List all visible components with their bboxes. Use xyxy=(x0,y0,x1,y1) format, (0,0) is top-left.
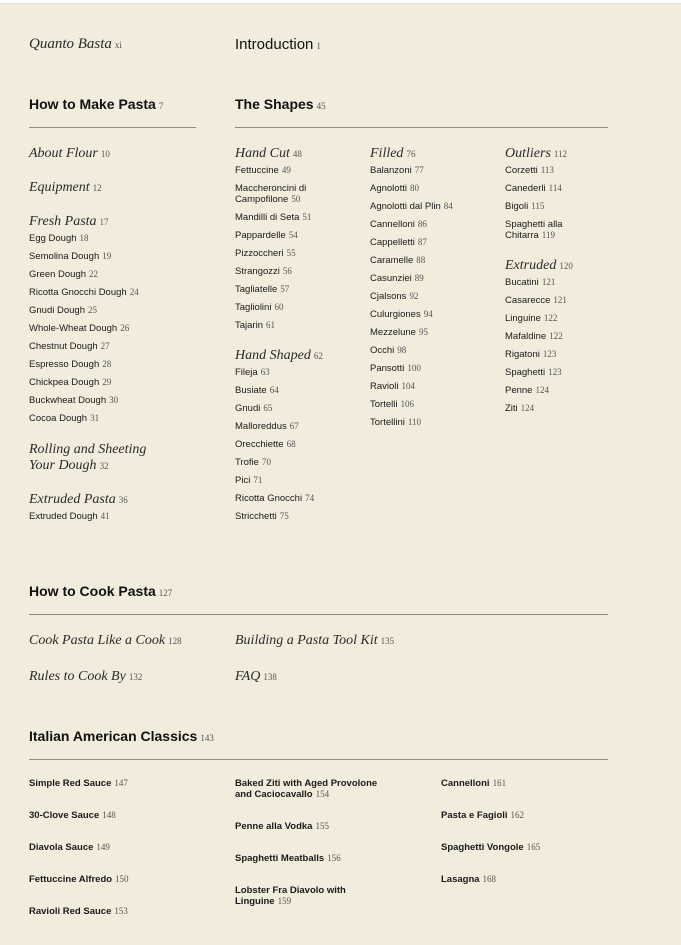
toc-item-trofie[interactable] xyxy=(235,457,365,468)
entry-page: 62 xyxy=(313,351,323,361)
toc-item-ricotta-gnocchi-dough[interactable] xyxy=(29,287,219,298)
toc-item-fettuccine-alfredo[interactable] xyxy=(29,874,219,885)
item-page: 94 xyxy=(423,309,433,319)
toc-item-lobster-fra-diavolo-with-linguine[interactable] xyxy=(235,885,435,907)
item-name: Pizzoccheri xyxy=(235,248,284,259)
toc-entry-outliers[interactable] xyxy=(505,146,610,162)
item-name: Fettuccine xyxy=(235,165,279,176)
toc-item-gnudi[interactable] xyxy=(235,403,365,414)
item-name: Tortellini xyxy=(370,417,405,428)
entry-page: xi xyxy=(114,40,122,50)
item-page: 61 xyxy=(266,320,275,330)
entry-title: Filled xyxy=(370,146,404,161)
heading-text: How to Make Pasta xyxy=(29,96,156,112)
entry-title: Rules to Cook By xyxy=(29,669,126,684)
hand-cut-list xyxy=(235,165,365,331)
item-page: 100 xyxy=(407,363,421,373)
classics-column-3 xyxy=(441,778,611,906)
item-page: 84 xyxy=(443,201,453,211)
toc-item-penne-alla-vodka[interactable] xyxy=(235,821,435,832)
item-name: Gnudi xyxy=(235,403,261,414)
item-name: Ricotta Gnocchi xyxy=(235,493,303,504)
item-name: Rigatoni xyxy=(505,349,540,360)
item-page: 154 xyxy=(315,789,330,799)
heading-page: 143 xyxy=(200,733,214,743)
item-page: 119 xyxy=(541,230,555,240)
item-page: 57 xyxy=(280,284,290,294)
entry-page: 138 xyxy=(263,672,277,682)
item-page: 75 xyxy=(279,511,289,521)
item-name: Linguine xyxy=(505,313,541,324)
heading-text: How to Cook Pasta xyxy=(29,583,156,599)
item-page: 156 xyxy=(327,853,341,863)
toc-entry-hand-cut[interactable] xyxy=(235,146,365,162)
toc-item-30-clove-sauce[interactable] xyxy=(29,810,219,821)
item-page: 80 xyxy=(409,183,419,193)
item-name: Mezzelune xyxy=(370,327,416,338)
entry-page: 135 xyxy=(380,636,395,646)
item-page: 115 xyxy=(531,201,545,211)
item-page: 31 xyxy=(90,413,100,423)
item-page: 86 xyxy=(417,219,427,229)
toc-entry-pasta-tool-kit[interactable] xyxy=(235,633,394,649)
entry-page: 120 xyxy=(559,261,573,271)
item-name: Agnolotti dal Plin xyxy=(370,201,441,212)
toc-entry-filled[interactable] xyxy=(370,146,500,162)
item-page: 77 xyxy=(414,165,424,175)
entry-page: 36 xyxy=(118,495,128,505)
toc-item-pici[interactable] xyxy=(235,475,365,486)
item-page: 60 xyxy=(274,302,284,312)
item-page: 27 xyxy=(100,341,110,351)
toc-item-ricotta-gnocchi[interactable] xyxy=(235,493,365,504)
item-page: 74 xyxy=(305,493,315,503)
toc-item-green-dough[interactable] xyxy=(29,269,219,280)
toc-item-ravioli-red-sauce[interactable] xyxy=(29,906,219,917)
item-name: Casarecce xyxy=(505,295,551,306)
toc-item-bigoli[interactable] xyxy=(505,201,610,212)
item-name: Pici xyxy=(235,475,251,486)
entry-page: 17 xyxy=(99,217,109,227)
item-name: Gnudi Dough xyxy=(29,305,85,316)
item-name: Spaghetti xyxy=(505,367,546,378)
toc-entry-faq[interactable] xyxy=(235,669,277,685)
toc-item-pansotti[interactable] xyxy=(370,363,500,374)
shapes-column-2 xyxy=(370,146,500,435)
entry-title: Building a Pasta Tool Kit xyxy=(235,633,378,648)
item-name: Bigoli xyxy=(505,201,529,212)
make-column xyxy=(29,146,219,529)
toc-item-occhi[interactable] xyxy=(370,345,500,356)
item-name: Orecchiette xyxy=(235,439,284,450)
item-page: 71 xyxy=(253,475,263,485)
extruded-list xyxy=(505,277,610,414)
item-name: Cannelloni xyxy=(441,778,490,789)
shapes-column-1 xyxy=(235,146,365,529)
toc-item-culurgiones[interactable] xyxy=(370,309,500,320)
item-page: 92 xyxy=(409,291,419,301)
item-page: 51 xyxy=(302,212,312,222)
toc-item-lasagna[interactable] xyxy=(441,874,611,885)
toc-entry-rolling-sheeting[interactable] xyxy=(29,442,219,474)
item-name: Spaghetti Meatballs xyxy=(235,853,325,864)
item-page: 26 xyxy=(120,323,130,333)
item-name: Culurgiones xyxy=(370,309,421,320)
heading-the-shapes[interactable] xyxy=(235,96,326,112)
item-name: Simple Red Sauce xyxy=(29,778,112,789)
filled-list xyxy=(370,165,500,428)
item-page: 123 xyxy=(548,367,562,377)
toc-item-simple-red-sauce[interactable] xyxy=(29,778,219,789)
toc-entry-rules-to-cook-by[interactable] xyxy=(29,669,142,685)
entry-title: Introduction xyxy=(235,36,314,53)
entry-title: Cook Pasta Like a Cook xyxy=(29,633,166,648)
extruded-dough-list xyxy=(29,511,219,522)
rule-classics xyxy=(29,759,608,760)
item-page: 49 xyxy=(281,165,291,175)
toc-item-strangozzi[interactable] xyxy=(235,266,365,277)
item-page: 56 xyxy=(282,266,292,276)
heading-page: 7 xyxy=(158,101,164,111)
entry-title-line1: Rolling and Sheeting xyxy=(29,442,147,457)
toc-item-diavola-sauce[interactable] xyxy=(29,842,219,853)
item-name: Corzetti xyxy=(505,165,538,176)
item-page: 113 xyxy=(540,165,554,175)
item-name: Casunziei xyxy=(370,273,412,284)
entry-page: 112 xyxy=(553,149,568,159)
toc-item-penne[interactable] xyxy=(505,385,610,396)
entry-title: Outliers xyxy=(505,146,551,161)
toc-item-fettuccine[interactable] xyxy=(235,165,365,176)
item-name: Semolina Dough xyxy=(29,251,100,262)
heading-italian-american-classics[interactable] xyxy=(29,728,214,744)
item-page: 106 xyxy=(400,399,414,409)
item-page: 110 xyxy=(407,417,422,427)
item-name: Mandilli di Seta xyxy=(235,212,300,223)
item-page: 162 xyxy=(510,810,525,820)
entry-title: Equipment xyxy=(29,180,90,195)
item-page: 165 xyxy=(526,842,541,852)
toc-item-gnudi-dough[interactable] xyxy=(29,305,219,316)
toc-item-mafaldine[interactable] xyxy=(505,331,610,342)
item-page: 65 xyxy=(263,403,273,413)
item-name: Chickpea Dough xyxy=(29,377,100,388)
toc-item-egg-dough[interactable] xyxy=(29,233,219,244)
item-page: 28 xyxy=(102,359,112,369)
item-page: 22 xyxy=(89,269,99,279)
toc-item-cocoa-dough[interactable] xyxy=(29,413,219,424)
entry-title: Hand Cut xyxy=(235,146,290,161)
item-page: 18 xyxy=(79,233,89,243)
item-name: Ravioli xyxy=(370,381,399,392)
toc-item-chickpea-dough[interactable] xyxy=(29,377,219,388)
toc-item-tagliolini[interactable] xyxy=(235,302,365,313)
item-name: Extruded Dough xyxy=(29,511,98,522)
item-name: Busiate xyxy=(235,385,267,396)
toc-entry-quanto-basta[interactable] xyxy=(29,36,122,53)
item-page: 148 xyxy=(102,810,116,820)
item-page: 168 xyxy=(482,874,497,884)
rule-make xyxy=(29,127,196,128)
toc-item-linguine[interactable] xyxy=(505,313,610,324)
item-page: 88 xyxy=(416,255,426,265)
heading-page: 45 xyxy=(316,101,326,111)
entry-title-line2: Your Dough xyxy=(29,458,97,473)
toc-item-malloreddus[interactable] xyxy=(235,421,365,432)
entry-title: Extruded Pasta xyxy=(29,492,116,507)
item-name: Fileja xyxy=(235,367,258,378)
item-name: Malloreddus xyxy=(235,421,287,432)
toc-item-bucatini[interactable] xyxy=(505,277,610,288)
heading-how-to-cook-pasta[interactable] xyxy=(29,583,172,599)
toc-entry-about-flour[interactable] xyxy=(29,146,219,162)
item-page: 123 xyxy=(542,349,557,359)
toc-item-balanzoni[interactable] xyxy=(370,165,500,176)
item-name: Spaghetti alla xyxy=(505,219,563,230)
item-name: Diavola Sauce xyxy=(29,842,94,853)
entry-page: 48 xyxy=(292,149,302,159)
item-page: 153 xyxy=(114,906,128,916)
item-name: Stricchetti xyxy=(235,511,277,522)
toc-item-busiate[interactable] xyxy=(235,385,365,396)
toc-item-pasta-e-fagioli[interactable] xyxy=(441,810,611,821)
item-page: 147 xyxy=(114,778,128,788)
item-page: 161 xyxy=(492,778,507,788)
item-page: 41 xyxy=(100,511,110,521)
item-name: Baked Ziti with Aged Provolone xyxy=(235,778,378,789)
entry-page: 128 xyxy=(168,636,182,646)
item-page: 70 xyxy=(261,457,271,467)
toc-entry-introduction[interactable] xyxy=(235,36,321,53)
item-name: Maccheroncini di xyxy=(235,183,307,194)
entry-page: 32 xyxy=(99,461,109,471)
fresh-pasta-list xyxy=(29,233,219,424)
toc-item-spaghetti-vongole[interactable] xyxy=(441,842,611,853)
item-page: 67 xyxy=(289,421,299,431)
toc-item-corzetti[interactable] xyxy=(505,165,610,176)
item-page: 50 xyxy=(291,194,301,204)
item-page: 159 xyxy=(277,896,292,906)
toc-item-cannelloni[interactable] xyxy=(441,778,611,789)
outliers-list xyxy=(505,165,610,241)
heading-page: 127 xyxy=(158,588,173,598)
item-name: Pappardelle xyxy=(235,230,286,241)
toc-item-tortellini[interactable] xyxy=(370,417,500,428)
rule-cook xyxy=(29,614,608,615)
item-name: Ricotta Gnocchi Dough xyxy=(29,287,127,298)
item-page: 150 xyxy=(115,874,129,884)
toc-item-caramelle[interactable] xyxy=(370,255,500,266)
item-name: Egg Dough xyxy=(29,233,77,244)
entry-page: 12 xyxy=(92,183,102,193)
toc-item-tagliatelle[interactable] xyxy=(235,284,365,295)
item-name: Cocoa Dough xyxy=(29,413,88,424)
item-name: Caramelle xyxy=(370,255,414,266)
item-page: 149 xyxy=(96,842,110,852)
item-name: Strangozzi xyxy=(235,266,280,277)
item-page: 124 xyxy=(520,403,535,413)
item-name: Balanzoni xyxy=(370,165,412,176)
toc-item-baked-ziti-with-aged-provolone-and-caciocavallo[interactable] xyxy=(235,778,435,800)
toc-item-mezzelune[interactable] xyxy=(370,327,500,338)
item-page: 121 xyxy=(553,295,567,305)
toc-item-tortelli[interactable] xyxy=(370,399,500,410)
item-page: 155 xyxy=(315,821,329,831)
toc-entry-hand-shaped[interactable] xyxy=(235,348,365,364)
item-page: 122 xyxy=(549,331,563,341)
item-name: 30-Clove Sauce xyxy=(29,810,100,821)
toc-item-spaghetti-alla-chitarra[interactable] xyxy=(505,219,610,241)
toc-entry-extruded-pasta[interactable] xyxy=(29,492,219,508)
toc-item-pappardelle[interactable] xyxy=(235,230,365,241)
item-page: 54 xyxy=(288,230,298,240)
item-name: Pansotti xyxy=(370,363,405,374)
toc-item-mandilli-di-seta[interactable] xyxy=(235,212,365,223)
item-name: Bucatini xyxy=(505,277,539,288)
item-name: Penne xyxy=(505,385,533,396)
item-name: Trofie xyxy=(235,457,259,468)
toc-item-casarecce[interactable] xyxy=(505,295,610,306)
item-name: Tagliatelle xyxy=(235,284,278,295)
classics-column-1 xyxy=(29,778,219,938)
classics-column-2 xyxy=(235,778,435,928)
toc-item-buckwheat-dough[interactable] xyxy=(29,395,219,406)
item-name: Ziti xyxy=(505,403,518,414)
item-page: 29 xyxy=(102,377,112,387)
toc-item-tajarin[interactable] xyxy=(235,320,365,331)
toc-item-spaghetti[interactable] xyxy=(505,367,610,378)
toc-item-spaghetti-meatballs[interactable] xyxy=(235,853,435,864)
heading-how-to-make-pasta[interactable] xyxy=(29,96,163,112)
rule-shapes xyxy=(235,127,608,128)
item-name: Green Dough xyxy=(29,269,87,280)
item-name: Lobster Fra Diavolo with xyxy=(235,885,346,896)
item-page: 19 xyxy=(102,251,112,261)
toc-item-fileja[interactable] xyxy=(235,367,365,378)
item-page: 63 xyxy=(260,367,270,377)
item-name-line2: Chitarra xyxy=(505,230,539,241)
toc-item-rigatoni[interactable] xyxy=(505,349,610,360)
item-page: 24 xyxy=(129,287,139,297)
item-name: Agnolotti xyxy=(370,183,407,194)
item-name: Tortelli xyxy=(370,399,398,410)
item-name: Lasagna xyxy=(441,874,480,885)
toc-item-cannelloni[interactable] xyxy=(370,219,500,230)
toc-item-cappelletti[interactable] xyxy=(370,237,500,248)
item-page: 64 xyxy=(269,385,279,395)
toc-item-semolina-dough[interactable] xyxy=(29,251,219,262)
item-name: Ravioli Red Sauce xyxy=(29,906,112,917)
item-name: Whole-Wheat Dough xyxy=(29,323,118,334)
toc-item-agnolotti[interactable] xyxy=(370,183,500,194)
toc-item-whole-wheat-dough[interactable] xyxy=(29,323,219,334)
entry-title: Quanto Basta xyxy=(29,36,112,52)
item-page: 124 xyxy=(535,385,549,395)
item-page: 87 xyxy=(417,237,427,247)
item-page: 98 xyxy=(397,345,407,355)
item-name: Tajarin xyxy=(235,320,263,331)
heading-text: Italian American Classics xyxy=(29,728,198,744)
item-name: Fettuccine Alfredo xyxy=(29,874,113,885)
item-name: Espresso Dough xyxy=(29,359,100,370)
top-edge xyxy=(0,0,681,4)
entry-title: Hand Shaped xyxy=(235,348,311,363)
toc-item-ziti[interactable] xyxy=(505,403,610,414)
entry-title: Fresh Pasta xyxy=(29,214,97,229)
item-name-line2: and Caciocavallo xyxy=(235,789,313,800)
item-page: 104 xyxy=(401,381,416,391)
hand-shaped-list xyxy=(235,367,365,522)
toc-entry-equipment[interactable] xyxy=(29,180,219,196)
item-name: Tagliolini xyxy=(235,302,272,313)
entry-title: About Flour xyxy=(29,146,98,161)
item-page: 95 xyxy=(418,327,428,337)
entry-title: Extruded xyxy=(505,258,557,273)
toc-item-canederli[interactable] xyxy=(505,183,610,194)
item-name: Occhi xyxy=(370,345,395,356)
item-name: Spaghetti Vongole xyxy=(441,842,524,853)
entry-page: 1 xyxy=(316,41,321,51)
entry-page: 10 xyxy=(100,149,110,159)
toc-item-orecchiette[interactable] xyxy=(235,439,365,450)
item-page: 30 xyxy=(109,395,119,405)
entry-page: 76 xyxy=(406,149,416,159)
item-name: Cappelletti xyxy=(370,237,415,248)
toc-item-chestnut-dough[interactable] xyxy=(29,341,219,352)
toc-entry-cook-like-a-cook[interactable] xyxy=(29,633,182,649)
toc-item-maccheroncini-di-campofilone[interactable] xyxy=(235,183,365,205)
item-page: 55 xyxy=(286,248,296,258)
shapes-column-3 xyxy=(505,146,610,421)
item-page: 122 xyxy=(543,313,558,323)
item-name: Cjalsons xyxy=(370,291,407,302)
item-page: 68 xyxy=(286,439,296,449)
item-name: Pasta e Fagioli xyxy=(441,810,508,821)
item-name-line2: Campofilone xyxy=(235,194,289,205)
item-page: 25 xyxy=(87,305,97,315)
item-page: 121 xyxy=(541,277,556,287)
toc-item-extruded-dough[interactable] xyxy=(29,511,219,522)
toc-item-agnolotti-dal-plin[interactable] xyxy=(370,201,500,212)
item-name: Penne alla Vodka xyxy=(235,821,313,832)
toc-item-casunziei[interactable] xyxy=(370,273,500,284)
toc-entry-fresh-pasta[interactable] xyxy=(29,214,219,230)
item-name: Canederli xyxy=(505,183,546,194)
toc-entry-extruded[interactable] xyxy=(505,258,610,274)
item-name: Cannelloni xyxy=(370,219,415,230)
toc-item-espresso-dough[interactable] xyxy=(29,359,219,370)
toc-item-stricchetti[interactable] xyxy=(235,511,365,522)
item-name: Buckwheat Dough xyxy=(29,395,107,406)
item-name: Mafaldine xyxy=(505,331,547,342)
toc-item-cjalsons[interactable] xyxy=(370,291,500,302)
item-name: Chestnut Dough xyxy=(29,341,98,352)
heading-text: The Shapes xyxy=(235,96,314,112)
entry-page: 132 xyxy=(128,672,143,682)
item-name-line2: Linguine xyxy=(235,896,275,907)
toc-item-ravioli[interactable] xyxy=(370,381,500,392)
item-page: 89 xyxy=(414,273,424,283)
item-page: 114 xyxy=(548,183,562,193)
entry-title: FAQ xyxy=(235,669,261,684)
toc-item-pizzoccheri[interactable] xyxy=(235,248,365,259)
